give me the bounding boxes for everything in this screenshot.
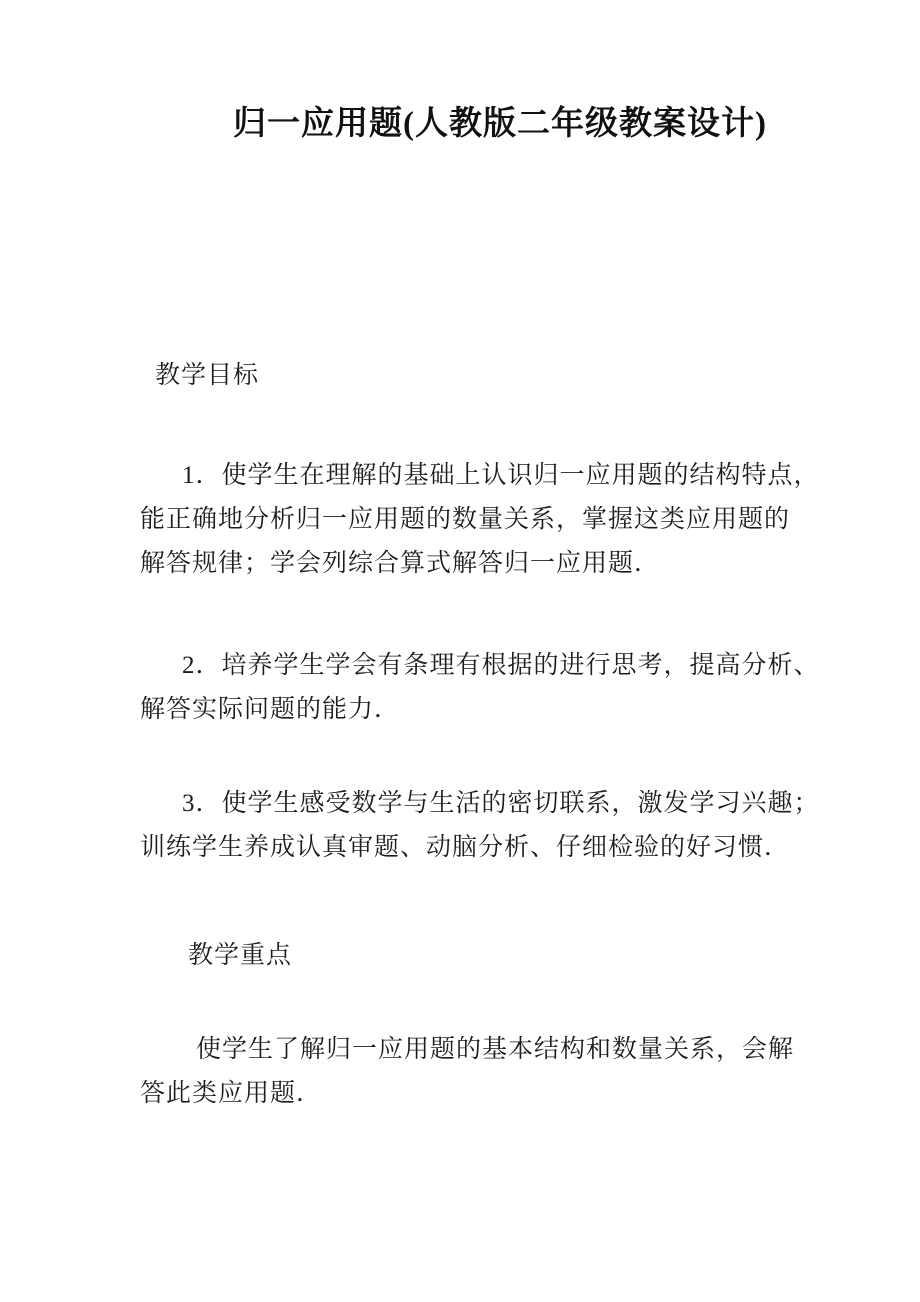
text-line: 训练学生养成认真审题、动脑分析、仔细检验的好习惯． bbox=[140, 834, 791, 861]
text-line: 解答实际问题的能力． bbox=[140, 696, 401, 723]
text-line: 答此类应用题． bbox=[140, 1080, 323, 1107]
paragraph-objective-1 bbox=[140, 454, 820, 586]
text-line: 使学生了解归一应用题的基本结构和数量关系，会解 bbox=[196, 1036, 795, 1063]
text-line: 1．使学生在理解的基础上认识归一应用题的结构特点， bbox=[182, 462, 820, 489]
text-line: 2．培养学生学会有条理有根据的进行思考，提高分析、 bbox=[182, 652, 820, 679]
paragraph-focus-1 bbox=[140, 1028, 795, 1116]
paragraph-objective-3 bbox=[140, 782, 820, 870]
text-line: 解答规律；学会列综合算式解答归一应用题． bbox=[140, 550, 661, 577]
section-heading-objectives: 教学目标 bbox=[155, 362, 260, 389]
text-line: 3．使学生感受数学与生活的密切联系，激发学习兴趣； bbox=[182, 790, 820, 817]
paragraph-objective-2 bbox=[140, 644, 820, 732]
section-heading-focus: 教学重点 bbox=[188, 942, 293, 969]
text-line: 能正确地分析归一应用题的数量关系，掌握这类应用题的 bbox=[140, 506, 791, 533]
document-title: 归一应用题(人教版二年级教案设计) bbox=[233, 106, 767, 142]
